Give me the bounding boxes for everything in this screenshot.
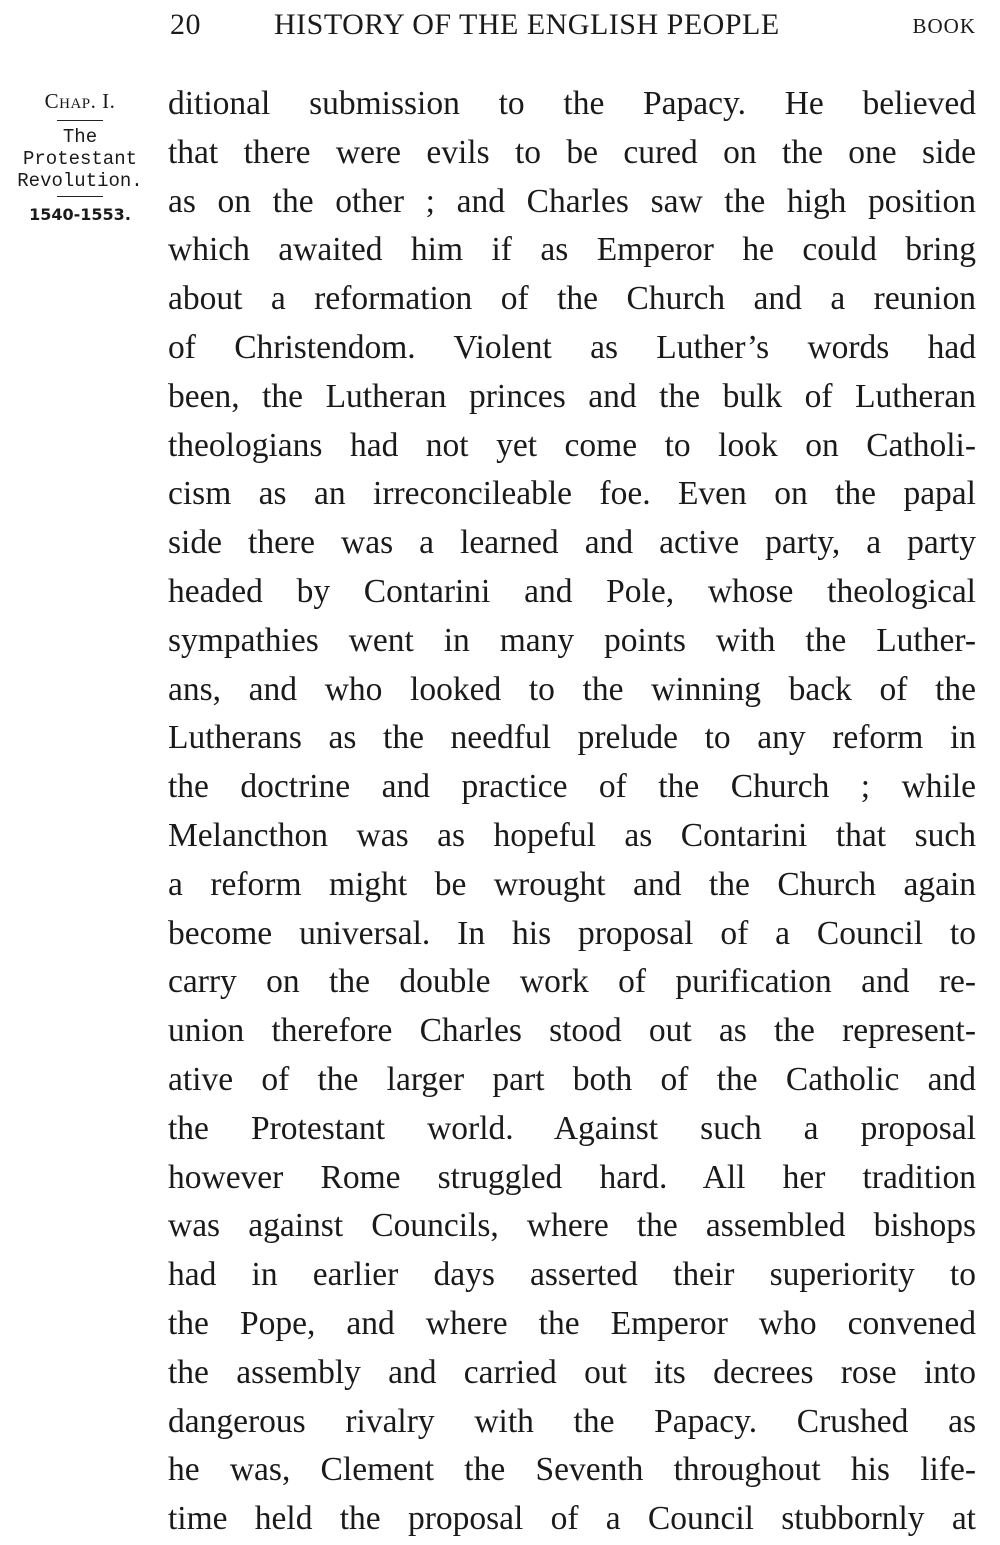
running-header bbox=[170, 8, 978, 48]
text-line: about a reformation of the Church and a reunion bbox=[168, 280, 976, 318]
text-line: however Rome struggled hard. All her tradition bbox=[168, 1158, 976, 1196]
margin-rule bbox=[57, 196, 103, 197]
text-line: he was, Clement the Seventh throughout his life- bbox=[168, 1451, 976, 1489]
text-line: as on the other ; and Charles saw the high position bbox=[168, 182, 976, 220]
text-line: ative of the larger part both of the Catholic and bbox=[168, 1060, 976, 1098]
text-line: ditional submission to the Papacy. He believed bbox=[168, 85, 976, 122]
text-line: a reform might be wrought and the Church again bbox=[168, 865, 976, 903]
text-line: that there were evils to be cured on the one side bbox=[168, 133, 976, 171]
page-number: 20 bbox=[170, 8, 201, 41]
text-line: time held the proposal of a Council stubbornly at bbox=[168, 1500, 976, 1538]
body-text bbox=[168, 80, 976, 1544]
text-line: the Protestant world. Against such a proposal bbox=[168, 1109, 976, 1147]
text-line: which awaited him if as Emperor he could bring bbox=[168, 231, 976, 269]
date-range: 1540-1553. bbox=[29, 205, 131, 224]
running-title: HISTORY OF THE ENGLISH PEOPLE bbox=[274, 8, 780, 41]
text-line: of Christendom. Violent as Luther’s words had bbox=[168, 328, 976, 366]
text-line: headed by Contarini and Pole, whose theological bbox=[168, 572, 976, 610]
chapter-label: Chap. I. bbox=[44, 89, 116, 113]
text-line: carry on the double work of purification and re- bbox=[168, 963, 976, 1001]
running-book-label: BOOK bbox=[912, 14, 976, 38]
section-label: The Protestant Revolution. bbox=[17, 126, 143, 192]
text-line: been, the Lutheran princes and the bulk of Lutheran bbox=[168, 377, 976, 415]
text-line: theologians had not yet come to look on Catholi- bbox=[168, 426, 976, 464]
text-line: had in earlier days asserted their superiority to bbox=[168, 1256, 976, 1294]
text-line: side there was a learned and active party, a party bbox=[168, 524, 976, 562]
text-line: was against Councils, where the assembled bishops bbox=[168, 1207, 976, 1245]
text-line: Lutherans as the needful prelude to any reform in bbox=[168, 719, 976, 757]
text-line: ans, and who looked to the winning back of the bbox=[168, 670, 976, 708]
text-line: union therefore Charles stood out as the represent- bbox=[168, 1012, 976, 1050]
text-line: dangerous rivalry with the Papacy. Crushed as bbox=[168, 1402, 976, 1440]
text-line: Melancthon was as hopeful as Contarini that such bbox=[168, 816, 976, 854]
text-line: the Pope, and where the Emperor who convened bbox=[168, 1304, 976, 1342]
text-line: become universal. In his proposal of a Council to bbox=[168, 914, 976, 952]
text-line: cism as an irreconcileable foe. Even on the papal bbox=[168, 475, 976, 513]
text-line: the doctrine and practice of the Church ; while bbox=[168, 768, 976, 806]
margin-rule bbox=[57, 120, 103, 121]
text-line: sympathies went in many points with the Luther- bbox=[168, 621, 976, 659]
margin-notes bbox=[0, 86, 160, 228]
text-line: the assembly and carried out its decrees rose into bbox=[168, 1353, 976, 1391]
